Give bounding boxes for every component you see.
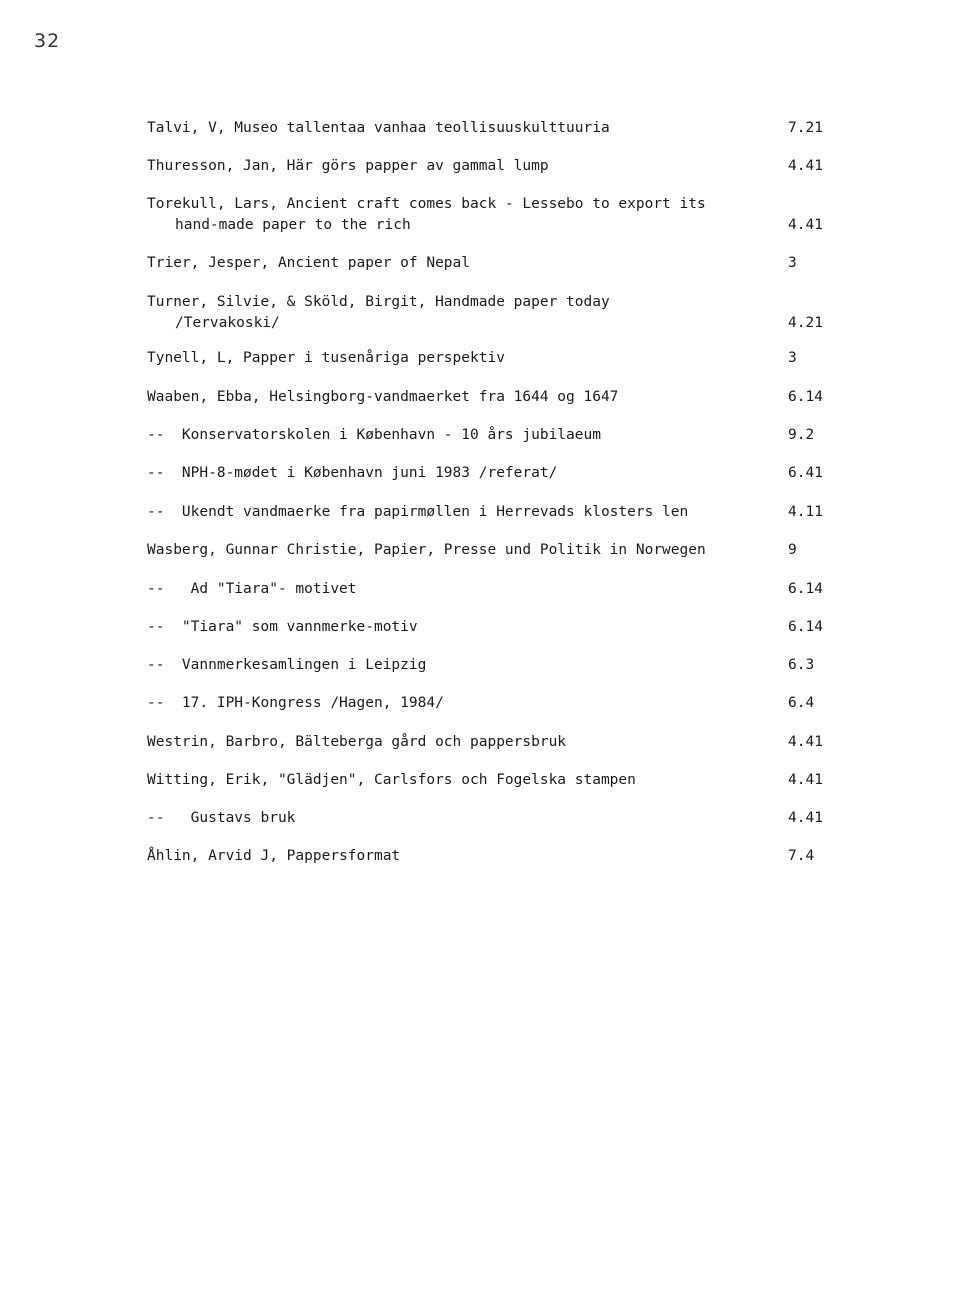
entry-ref: 6.3 [788, 657, 815, 673]
entry-text: -- "Tiara" som vannmerke-motiv [147, 619, 418, 635]
entry-text: Thuresson, Jan, Här görs papper av gammal lump [147, 158, 549, 174]
entry-text: Tynell, L, Papper i tusenåriga perspektiv [147, 350, 505, 366]
entry-ref: 3 [788, 350, 797, 366]
index-entry [147, 292, 827, 334]
entry-text: Trier, Jesper, Ancient paper of Nepal [147, 255, 471, 271]
index-entry [147, 194, 827, 236]
entry-ref: 6.14 [788, 581, 823, 597]
entry-text: Talvi, V, Museo tallentaa vanhaa teollisuuskulttuuria [147, 120, 610, 136]
index-entry [147, 808, 827, 829]
entry-ref: 9.2 [788, 427, 815, 443]
entry-ref: 7.21 [788, 120, 823, 136]
entry-ref: 7.4 [788, 848, 815, 864]
entry-ref: 6.14 [788, 389, 823, 405]
index-entry [147, 156, 827, 177]
entry-text: -- Ukendt vandmaerke fra papirmøllen i Herrevads klosters len [147, 504, 689, 520]
index-entry [147, 387, 827, 408]
entry-text: -- Konservatorskolen i København - 10 års jubilaeum [147, 427, 601, 443]
entry-ref: 4.41 [788, 158, 823, 174]
entry-ref: 6.4 [788, 695, 815, 711]
entry-ref: 4.41 [788, 810, 823, 826]
entry-text: Witting, Erik, "Glädjen", Carlsfors och Fogelska stampen [147, 772, 636, 788]
entry-text: Torekull, Lars, Ancient craft comes back - Lessebo to export its [147, 196, 706, 212]
index-entry [147, 617, 827, 638]
entry-text: Wasberg, Gunnar Christie, Papier, Presse und Politik in Norwegen [147, 542, 706, 558]
entry-ref: 4.41 [788, 772, 823, 788]
index-entry [147, 732, 827, 753]
entry-text: -- NPH-8-mødet i København juni 1983 /referat/ [147, 465, 558, 481]
index-entry [147, 253, 827, 274]
entry-text: Åhlin, Arvid J, Pappersformat [147, 848, 401, 864]
entry-ref: 6.41 [788, 465, 823, 481]
page-number: 32 [34, 30, 61, 52]
entry-ref: 6.14 [788, 619, 823, 635]
entry-text: -- Vannmerkesamlingen i Leipzig [147, 657, 427, 673]
entry-ref: 4.21 [788, 315, 823, 331]
index-entry [147, 579, 827, 600]
entry-ref: 4.41 [788, 217, 823, 233]
index-entry [147, 425, 827, 446]
entry-text: -- Ad "Tiara"- motivet [147, 581, 357, 597]
entry-continuation: /Tervakoski/ [175, 315, 280, 331]
entry-ref: 4.11 [788, 504, 823, 520]
index-entry [147, 502, 827, 523]
entry-ref: 3 [788, 255, 797, 271]
entry-ref: 4.41 [788, 734, 823, 750]
index-entry [147, 770, 827, 791]
entry-continuation: hand-made paper to the rich [175, 217, 411, 233]
index-entry [147, 846, 827, 867]
index-entry [147, 463, 827, 484]
entry-text: Westrin, Barbro, Bälteberga gård och pappersbruk [147, 734, 567, 750]
entry-text: Turner, Silvie, & Sköld, Birgit, Handmade paper today [147, 294, 610, 310]
entry-text: Waaben, Ebba, Helsingborg-vandmaerket fra 1644 og 1647 [147, 389, 619, 405]
entry-text: -- 17. IPH-Kongress /Hagen, 1984/ [147, 695, 444, 711]
entry-text: -- Gustavs bruk [147, 810, 296, 826]
index-entry [147, 118, 827, 139]
index-entry [147, 693, 827, 714]
index-entry [147, 348, 827, 369]
entry-ref: 9 [788, 542, 797, 558]
index-entry [147, 540, 827, 561]
index-entry [147, 655, 827, 676]
